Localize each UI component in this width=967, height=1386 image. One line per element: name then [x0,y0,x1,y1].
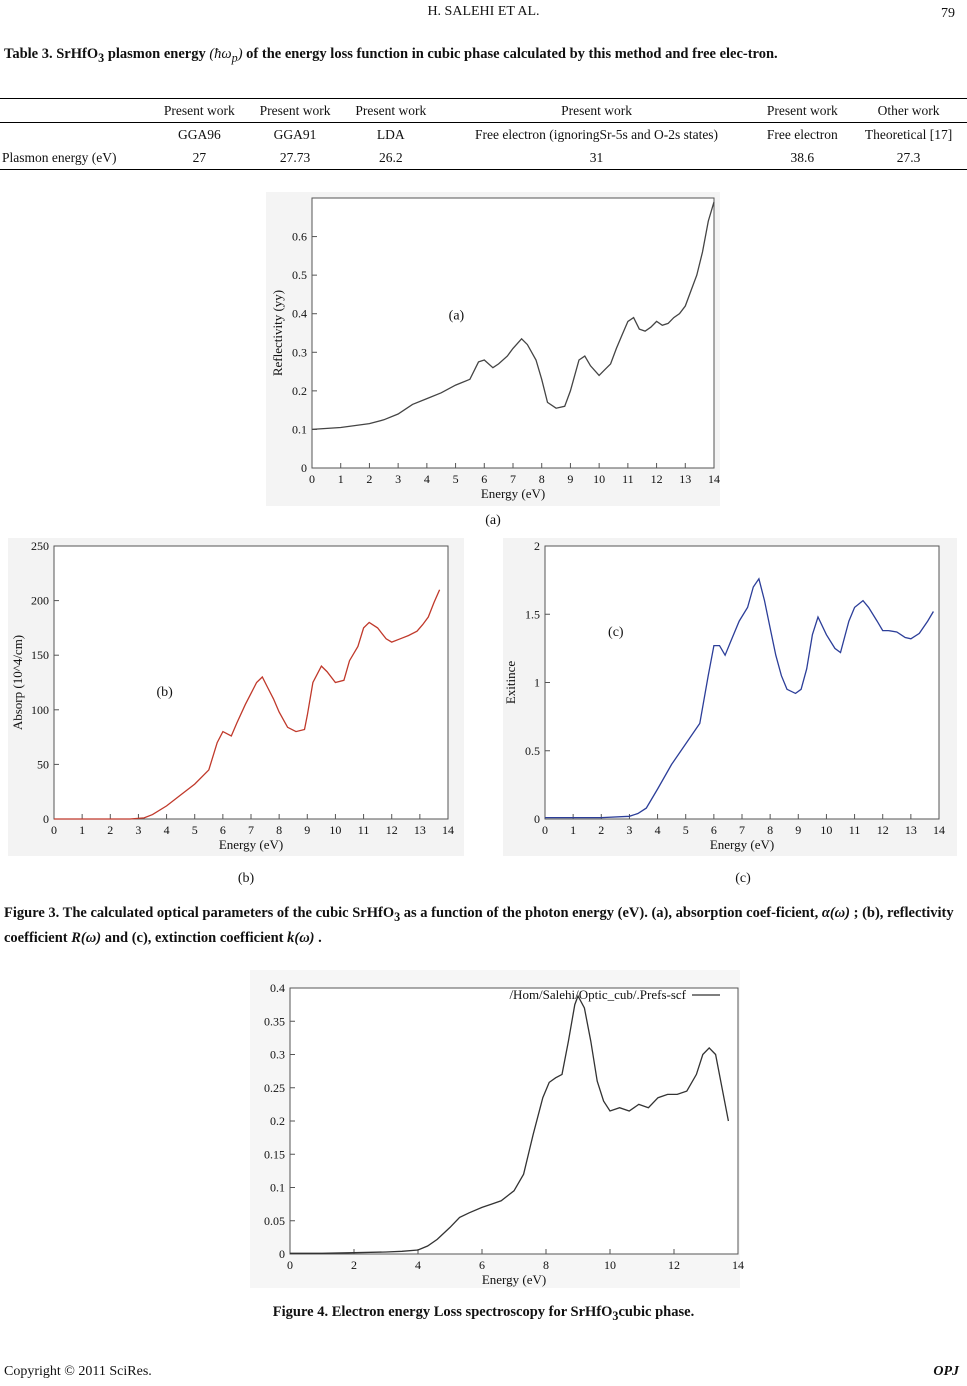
x-tick-label: 12 [876,823,889,837]
symbol-alpha: α(ω) [821,905,850,921]
y-tick-label: 0 [43,812,49,826]
y-axis-label: Absorp (10^4/cm) [10,634,25,731]
x-tick-label: 0 [542,823,548,837]
y-tick-label: 0 [301,461,307,475]
y-tick-label: 0.35 [264,1014,285,1029]
x-tick-label: 2 [598,823,605,837]
eels-chart [250,970,744,1288]
x-tick-label: 4 [654,823,661,837]
x-tick-label: 11 [848,823,861,837]
panel-annotation: (b) [156,685,173,701]
copyright: Copyright © 2011 SciRes. [4,1364,152,1379]
panel-annotation: (a) [448,308,465,324]
page-number: 79 [941,6,955,21]
x-tick-label: 7 [248,823,254,837]
x-tick-label: 5 [682,823,689,837]
y-tick-label: 0.5 [292,268,307,283]
plot-frame [290,988,738,1254]
running-title: H. SALEHI ET AL. [427,4,540,19]
y-tick-label: 0 [279,1247,285,1261]
sublabel-b: (b) [237,871,255,886]
x-tick-label: 7 [739,823,745,837]
x-tick-label: 2 [366,472,373,486]
x-tick-label: 1 [79,823,86,837]
x-tick-label: 8 [767,823,774,837]
y-tick-label: 200 [31,593,49,608]
journal-name: OPJ [933,1364,959,1379]
x-tick-label: 5 [452,472,459,486]
x-tick-label: 13 [413,823,426,837]
y-tick-label: 250 [31,539,49,553]
y-axis-label: Reflectivity (yy) [270,289,285,377]
x-tick-label: 3 [395,472,402,486]
table3-method-row: GGA96 GGA91 LDA Free electron (ignoringSr-5s and O-2s states) Free electron Theoretical [17] [177,126,953,142]
x-tick-label: 12 [668,1258,680,1272]
x-tick-label: 6 [481,472,488,486]
x-axis-label: Energy (eV) [480,486,546,501]
x-tick-label: 14 [708,472,720,486]
table3-caption: Table 3. SrHfO$_3$ plasmon energy $(ħ\omega_p)$ of the energy loss function in cubic phase calculated by this method and free elec-tron. [4,46,778,65]
y-tick-label: 0.05 [264,1213,285,1228]
plot-frame [545,546,939,819]
y-tick-label: 150 [31,648,49,663]
x-tick-label: 8 [276,823,283,837]
x-tick-label: 6 [219,823,226,837]
symbol-r: R(ω) [71,929,102,946]
x-tick-label: 14 [442,823,454,837]
x-tick-label: 13 [904,823,917,837]
x-tick-label: 11 [622,472,634,486]
x-tick-label: 9 [795,823,802,837]
y-tick-label: 0.2 [270,1114,285,1128]
sublabel-c: (c) [735,871,751,886]
plot-a [266,192,720,506]
y-tick-label: 0.1 [270,1180,285,1195]
plot-fig4 [250,970,744,1288]
x-tick-label: 13 [679,472,692,486]
x-tick-label: 14 [933,823,945,837]
y-tick-label: 0 [534,812,540,826]
absorption-chart [8,538,464,856]
y-tick-label: 0.3 [270,1047,285,1062]
x-tick-label: 10 [329,823,342,837]
x-tick-label: 0 [309,472,315,486]
plot-frame [54,546,448,819]
y-tick-label: 0.1 [292,422,307,437]
y-axis-label: Exitince [503,660,518,705]
sublabel-a: (a) [485,513,501,528]
y-tick-label: 50 [37,757,49,772]
y-tick-label: 0.4 [292,306,307,321]
y-tick-label: 0.5 [525,743,540,758]
x-tick-label: 5 [191,823,198,837]
y-tick-label: 2 [534,539,540,553]
x-tick-label: 0 [51,823,57,837]
panel-annotation: (c) [608,625,624,641]
x-tick-label: 12 [650,472,663,486]
y-tick-label: 100 [31,702,49,717]
x-tick-label: 2 [107,823,114,837]
x-tick-label: 4 [415,1258,421,1272]
x-tick-label: 10 [604,1258,616,1272]
table3-value-row: Plasmon energy (eV) 27 27.73 26.2 31 38.6 27.3 [0,146,967,170]
reflectivity-chart [266,192,720,506]
y-tick-label: 0.4 [270,981,285,995]
plot-frame [312,198,714,468]
x-tick-label: 6 [479,1258,485,1272]
x-tick-label: 8 [538,472,545,486]
x-axis-label: Energy (eV) [218,837,284,852]
x-tick-label: 12 [385,823,398,837]
x-tick-label: 2 [351,1258,357,1272]
plot-c [503,538,957,856]
x-tick-label: 10 [593,472,606,486]
x-tick-label: 14 [732,1258,744,1272]
x-tick-label: 4 [423,472,430,486]
x-tick-label: 9 [304,823,311,837]
y-tick-label: 0.2 [292,383,307,398]
y-tick-label: 0.6 [292,229,307,244]
extinction-chart [503,538,957,856]
table3-header-row: Present work Present work Present work Present work Present work Other work [0,99,967,123]
x-tick-label: 6 [710,823,717,837]
y-tick-label: 1 [534,675,540,690]
plasmon-symbol: $(ħ\omega_p)$ [209,46,243,65]
x-tick-label: 7 [510,472,516,486]
x-tick-label: 10 [820,823,833,837]
x-tick-label: 3 [135,823,142,837]
x-tick-label: 4 [163,823,170,837]
x-axis-label: Energy (eV) [709,837,775,852]
y-tick-label: 0.15 [264,1147,285,1162]
y-tick-label: 0.25 [264,1080,285,1095]
legend-label: /Hom/Salehi/Optic_cub/.Prefs-scf [509,987,686,1002]
symbol-k: k(ω) [287,929,315,946]
x-tick-label: 11 [357,823,370,837]
figure4-caption: Figure 4. Electron energy Loss spectroscopy for SrHfO$_3$cubic phase. [272,1304,695,1323]
x-tick-label: 1 [337,472,344,486]
x-tick-label: 8 [543,1258,549,1272]
running-header [0,4,967,20]
x-tick-label: 9 [567,472,574,486]
y-tick-label: 0.3 [292,345,307,360]
x-tick-label: 0 [287,1258,293,1272]
table3 [0,98,967,170]
plot-b [8,538,464,856]
x-tick-label: 3 [626,823,633,837]
x-tick-label: 1 [570,823,577,837]
figure3-caption: Figure 3. The calculated optical parameters of the cubic SrHfO$_3$ as a function of the photon energy (eV). (a), absorption coef-ficient, α(ω) ; (b), reflectivity coefficient R(ω) and (c), extinction coefficient k(ω) . [4,905,954,946]
x-axis-label: Energy (eV) [481,1272,547,1287]
y-tick-label: 1.5 [525,607,540,622]
